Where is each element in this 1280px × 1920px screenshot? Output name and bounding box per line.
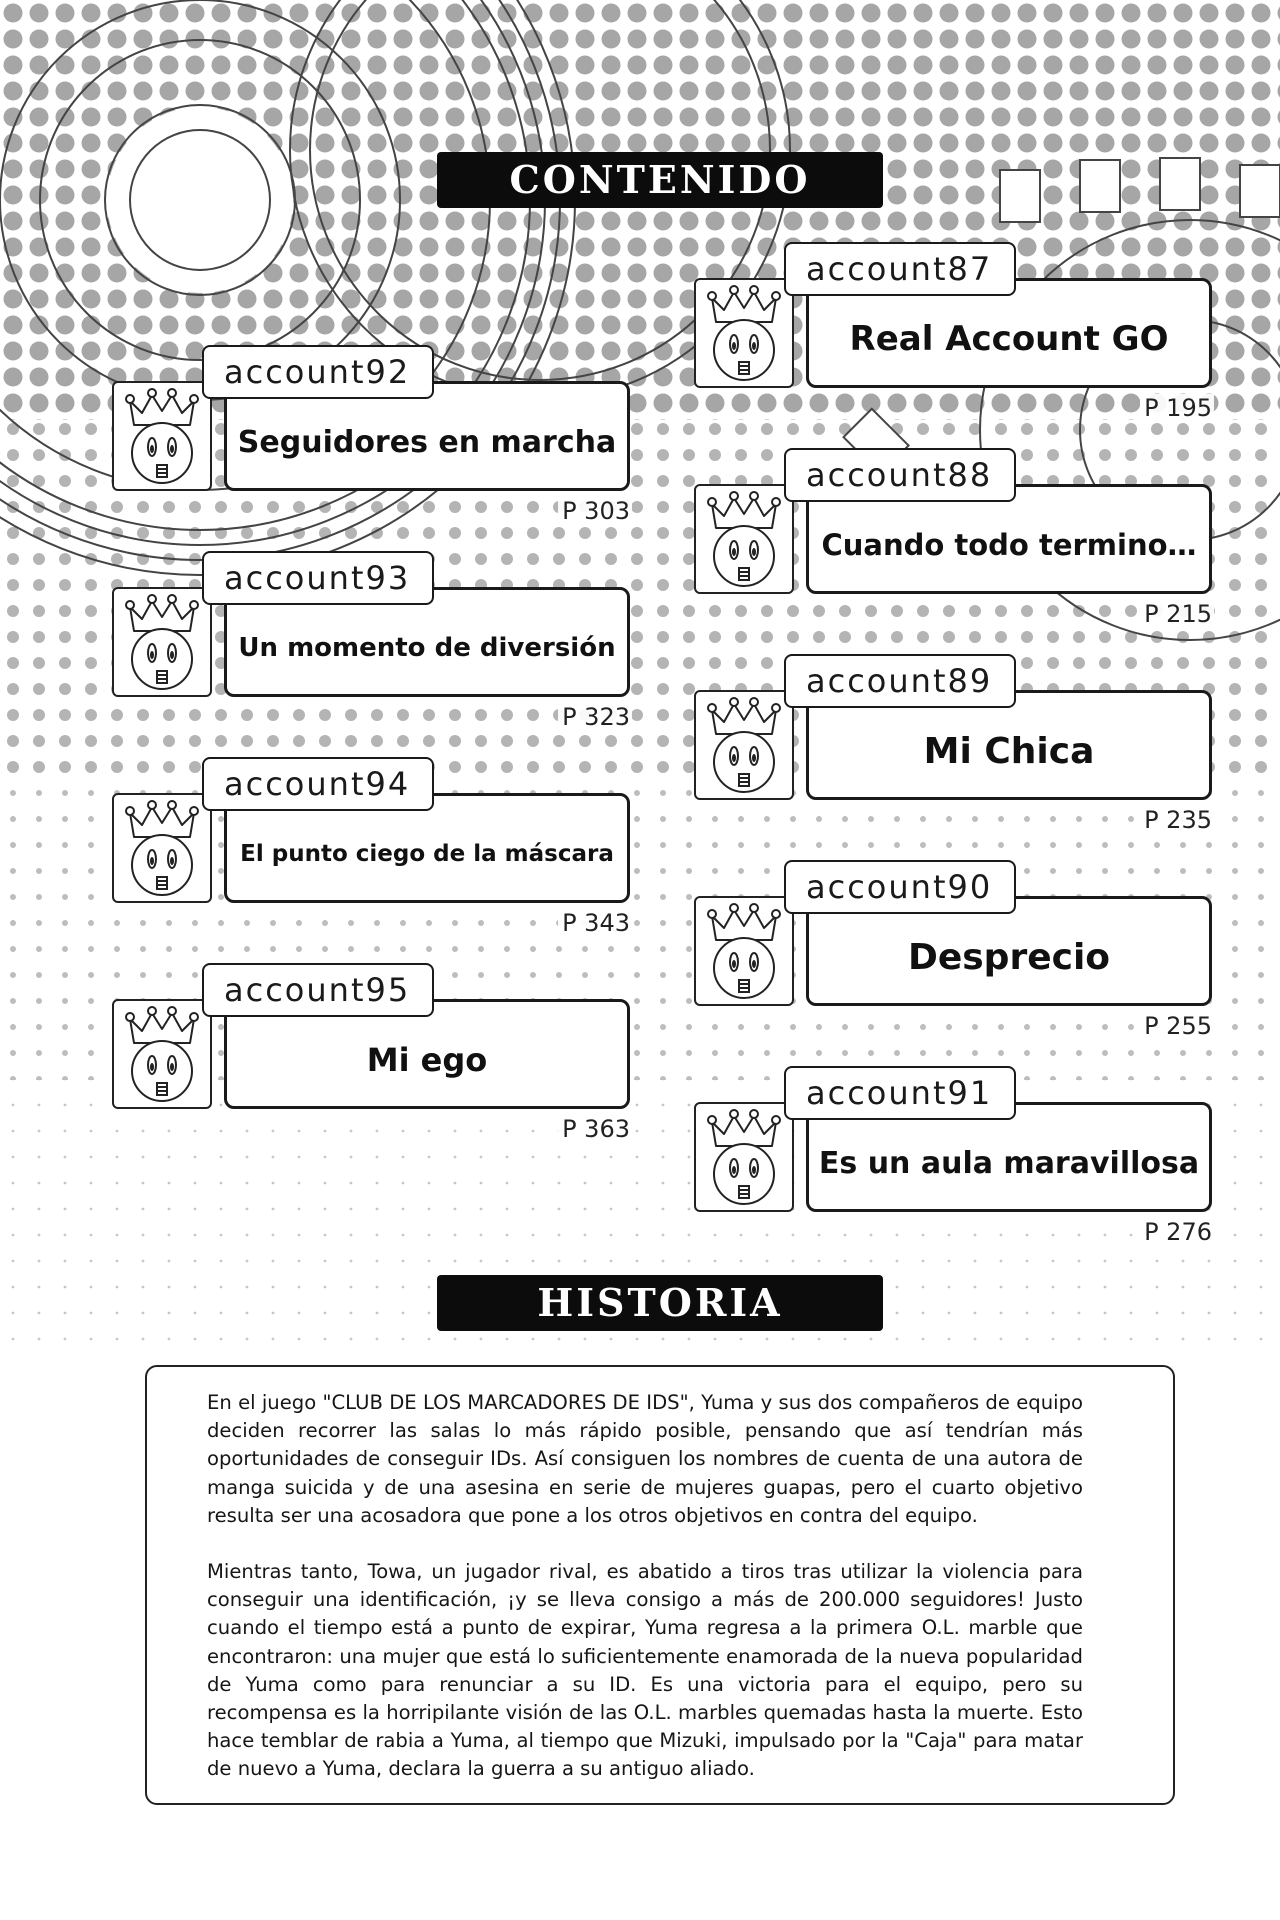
contents-entry[interactable] bbox=[694, 654, 1214, 782]
chapter-title: Desprecio bbox=[907, 936, 1111, 978]
account-label: account91 bbox=[784, 1066, 1016, 1120]
account-label: account93 bbox=[202, 551, 434, 605]
chapter-title: Mi ego bbox=[366, 1041, 488, 1079]
contents-entry[interactable] bbox=[694, 242, 1214, 370]
story-box bbox=[145, 1365, 1175, 1805]
contents-entry[interactable] bbox=[694, 448, 1214, 576]
chapter-title: Real Account GO bbox=[849, 319, 1169, 359]
contents-entry[interactable] bbox=[694, 860, 1214, 988]
account-label: account95 bbox=[202, 963, 434, 1017]
account-label: account90 bbox=[784, 860, 1016, 914]
page-number: P 363 bbox=[558, 1115, 632, 1143]
contents-entry[interactable] bbox=[694, 1066, 1214, 1194]
chapter-title: Cuando todo termino… bbox=[821, 528, 1197, 562]
page-number: P 303 bbox=[558, 497, 632, 525]
crown-mascot-icon bbox=[694, 896, 794, 1006]
story-paragraph: En el juego "CLUB DE LOS MARCADORES DE IDS", Yuma y sus dos compañeros de equipo deciden recorrer las salas lo más rápido posible, pensando que así tendrían más oportunidades de conseguir IDs. Así consiguen los nombres de cuenta de una autora de manga suicida y de una asesina en serie de mujeres guapas, pero el cuarto objetivo resulta ser una acosadora que pone a los otros objetivos en contra del equipo. bbox=[207, 1391, 1083, 1527]
crown-mascot-icon bbox=[694, 278, 794, 388]
chapter-title: Mi Chica bbox=[923, 730, 1095, 772]
contents-entry[interactable] bbox=[112, 345, 632, 473]
crown-mascot-icon bbox=[112, 793, 212, 903]
chapter-title: Seguidores en marcha bbox=[237, 424, 617, 460]
page-number: P 323 bbox=[558, 703, 632, 731]
contents-entry[interactable] bbox=[112, 551, 632, 679]
crown-mascot-icon bbox=[694, 690, 794, 800]
page-number: P 276 bbox=[1140, 1218, 1214, 1246]
account-label: account87 bbox=[784, 242, 1016, 296]
chapter-title: Es un aula maravillosa bbox=[818, 1145, 1200, 1181]
account-label: account88 bbox=[784, 448, 1016, 502]
crown-mascot-icon bbox=[694, 1102, 794, 1212]
chapter-title: El punto ciego de la máscara bbox=[240, 841, 614, 867]
page-number: P 215 bbox=[1140, 600, 1214, 628]
story-paragraph: Mientras tanto, Towa, un jugador rival, es abatido a tiros tras utilizar la violencia para conseguir una identificación, ¡y se lleva consigo a más de 200.000 seguidores! Justo cuando el tiempo está a punto de expirar, Yuma regresa a la primera O.L. marble que encontraron: una mujer que está lo suficientemente enamorada de la nueva popularidad de Yuma como para renunciar a su ID. Es una victoria para el equipo, pero su recompensa es la horripilante visión de las O.L. marbles quemadas hasta la muerte. Esto hace temblar de rabia a Yuma, al tiempo que Mizuki, impulsado por la "Caja" para matar de nuevo a Yuma, declara la guerra a su antiguo aliado. bbox=[207, 1560, 1083, 1781]
story-heading: HISTORIA bbox=[437, 1275, 883, 1331]
page-number: P 195 bbox=[1140, 394, 1214, 422]
account-label: account92 bbox=[202, 345, 434, 399]
account-label: account89 bbox=[784, 654, 1016, 708]
page-number: P 255 bbox=[1140, 1012, 1214, 1040]
chapter-title: Un momento de diversión bbox=[238, 633, 616, 663]
crown-mascot-icon bbox=[694, 484, 794, 594]
page-number: P 343 bbox=[558, 909, 632, 937]
crown-mascot-icon bbox=[112, 587, 212, 697]
contents-entry[interactable] bbox=[112, 757, 632, 885]
crown-mascot-icon bbox=[112, 999, 212, 1109]
page-number: P 235 bbox=[1140, 806, 1214, 834]
contents-entry[interactable] bbox=[112, 963, 632, 1091]
crown-mascot-icon bbox=[112, 381, 212, 491]
contents-heading: CONTENIDO bbox=[437, 152, 883, 208]
account-label: account94 bbox=[202, 757, 434, 811]
